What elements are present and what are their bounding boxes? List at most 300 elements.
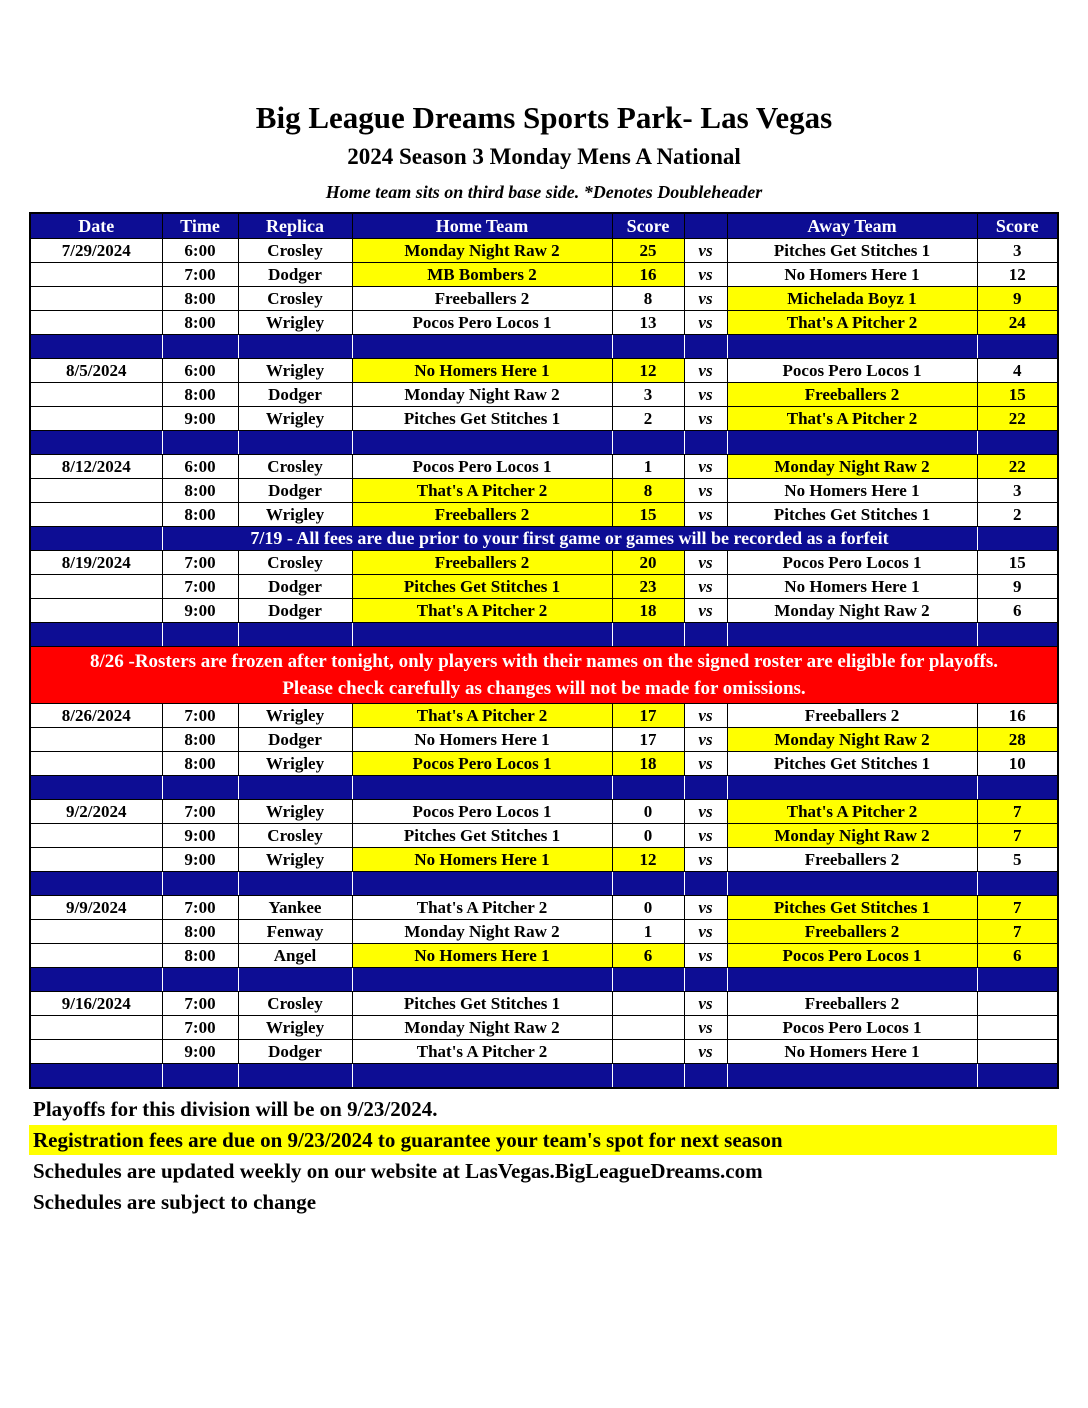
replica-cell: Crosley <box>238 551 352 575</box>
date-cell <box>30 599 162 623</box>
away-score-cell: 15 <box>977 383 1058 407</box>
separator-cell <box>977 776 1058 800</box>
time-cell: 7:00 <box>162 704 238 728</box>
date-cell <box>30 848 162 872</box>
separator-cell <box>30 776 162 800</box>
game-row <box>30 704 1058 728</box>
vs-cell: vs <box>684 311 727 335</box>
replica-cell: Wrigley <box>238 359 352 383</box>
home-team-cell: Freeballers 2 <box>352 503 612 527</box>
header-away-team: Away Team <box>727 213 977 239</box>
away-score-cell: 6 <box>977 599 1058 623</box>
date-cell <box>30 407 162 431</box>
away-team-cell: No Homers Here 1 <box>727 479 977 503</box>
home-score-cell: 13 <box>612 311 684 335</box>
separator-cell <box>238 776 352 800</box>
replica-cell: Angel <box>238 944 352 968</box>
home-score-cell: 1 <box>612 455 684 479</box>
home-score-cell: 15 <box>612 503 684 527</box>
date-cell <box>30 503 162 527</box>
away-score-cell: 6 <box>977 944 1058 968</box>
separator-cell <box>162 872 238 896</box>
footer-note-line: Schedules are updated weekly on our website at LasVegas.BigLeagueDreams.com <box>33 1159 763 1183</box>
replica-cell: Dodger <box>238 575 352 599</box>
notice-side-cell <box>977 527 1058 551</box>
home-team-cell: No Homers Here 1 <box>352 944 612 968</box>
separator-cell <box>162 335 238 359</box>
game-row <box>30 287 1058 311</box>
time-cell: 8:00 <box>162 728 238 752</box>
header-replica: Replica <box>238 213 352 239</box>
vs-cell: vs <box>684 239 727 263</box>
away-team-cell: Monday Night Raw 2 <box>727 455 977 479</box>
separator-cell <box>352 623 612 647</box>
replica-cell: Wrigley <box>238 503 352 527</box>
separator-cell <box>352 431 612 455</box>
home-team-cell: Monday Night Raw 2 <box>352 1016 612 1040</box>
page-title: Big League Dreams Sports Park- Las Vegas <box>255 100 833 135</box>
date-cell: 9/2/2024 <box>30 800 162 824</box>
vs-cell: vs <box>684 263 727 287</box>
header-row <box>30 213 1058 239</box>
game-row <box>30 575 1058 599</box>
game-row <box>30 752 1058 776</box>
separator-cell <box>977 623 1058 647</box>
separator-cell <box>684 1064 727 1089</box>
replica-cell: Dodger <box>238 383 352 407</box>
away-team-cell: Monday Night Raw 2 <box>727 824 977 848</box>
home-team-cell: That's A Pitcher 2 <box>352 1040 612 1064</box>
home-score-cell: 17 <box>612 704 684 728</box>
time-cell: 9:00 <box>162 599 238 623</box>
game-row <box>30 800 1058 824</box>
away-team-cell: Pitches Get Stitches 1 <box>727 752 977 776</box>
date-cell: 8/26/2024 <box>30 704 162 728</box>
away-team-cell: No Homers Here 1 <box>727 263 977 287</box>
replica-cell: Crosley <box>238 824 352 848</box>
separator-cell <box>727 1064 977 1089</box>
date-cell: 9/16/2024 <box>30 992 162 1016</box>
game-row <box>30 239 1058 263</box>
away-team-cell: Monday Night Raw 2 <box>727 599 977 623</box>
away-score-cell: 9 <box>977 575 1058 599</box>
home-team-cell: Pocos Pero Locos 1 <box>352 800 612 824</box>
separator-cell <box>612 431 684 455</box>
game-row <box>30 848 1058 872</box>
separator-cell <box>977 872 1058 896</box>
home-score-cell: 1 <box>612 920 684 944</box>
date-cell <box>30 920 162 944</box>
away-score-cell: 9 <box>977 287 1058 311</box>
vs-cell: vs <box>684 824 727 848</box>
replica-cell: Crosley <box>238 992 352 1016</box>
home-team-cell: Monday Night Raw 2 <box>352 239 612 263</box>
vs-cell: vs <box>684 359 727 383</box>
separator-cell <box>612 968 684 992</box>
header-date: Date <box>30 213 162 239</box>
separator-cell <box>30 623 162 647</box>
date-cell: 8/12/2024 <box>30 455 162 479</box>
time-cell: 6:00 <box>162 455 238 479</box>
home-team-cell: No Homers Here 1 <box>352 848 612 872</box>
away-team-cell: Pocos Pero Locos 1 <box>727 359 977 383</box>
game-row <box>30 455 1058 479</box>
away-team-cell: Freeballers 2 <box>727 383 977 407</box>
date-cell: 8/19/2024 <box>30 551 162 575</box>
date-cell <box>30 263 162 287</box>
vs-cell: vs <box>684 383 727 407</box>
time-cell: 7:00 <box>162 800 238 824</box>
separator-cell <box>30 968 162 992</box>
away-score-cell: 7 <box>977 800 1058 824</box>
home-score-cell <box>612 992 684 1016</box>
separator-cell <box>612 623 684 647</box>
away-team-cell: Pocos Pero Locos 1 <box>727 1016 977 1040</box>
home-team-cell: Pitches Get Stitches 1 <box>352 575 612 599</box>
replica-cell: Wrigley <box>238 407 352 431</box>
separator-cell <box>162 968 238 992</box>
away-score-cell: 7 <box>977 896 1058 920</box>
separator-cell <box>162 776 238 800</box>
separator-cell <box>977 1064 1058 1089</box>
home-team-cell: No Homers Here 1 <box>352 359 612 383</box>
time-cell: 7:00 <box>162 575 238 599</box>
date-cell: 7/29/2024 <box>30 239 162 263</box>
separator-cell <box>352 872 612 896</box>
away-score-cell: 16 <box>977 704 1058 728</box>
time-cell: 8:00 <box>162 944 238 968</box>
home-team-cell: That's A Pitcher 2 <box>352 479 612 503</box>
away-score-cell <box>977 1040 1058 1064</box>
game-row <box>30 311 1058 335</box>
vs-cell: vs <box>684 944 727 968</box>
home-score-cell <box>612 1016 684 1040</box>
time-cell: 9:00 <box>162 1040 238 1064</box>
home-score-cell: 0 <box>612 896 684 920</box>
home-team-cell: Monday Night Raw 2 <box>352 383 612 407</box>
separator-row <box>30 872 1058 896</box>
game-row <box>30 407 1058 431</box>
separator-cell <box>612 1064 684 1089</box>
game-row <box>30 1040 1058 1064</box>
vs-cell: vs <box>684 287 727 311</box>
home-score-cell: 3 <box>612 383 684 407</box>
header-home-team: Home Team <box>352 213 612 239</box>
home-team-cell: Pocos Pero Locos 1 <box>352 311 612 335</box>
time-cell: 9:00 <box>162 407 238 431</box>
home-team-cell: MB Bombers 2 <box>352 263 612 287</box>
time-cell: 8:00 <box>162 287 238 311</box>
separator-cell <box>30 431 162 455</box>
date-cell <box>30 479 162 503</box>
home-team-cell: Pocos Pero Locos 1 <box>352 455 612 479</box>
away-team-cell: Pocos Pero Locos 1 <box>727 551 977 575</box>
home-team-cell: Monday Night Raw 2 <box>352 920 612 944</box>
separator-cell <box>977 431 1058 455</box>
home-score-cell: 0 <box>612 800 684 824</box>
away-team-cell: Freeballers 2 <box>727 992 977 1016</box>
away-score-cell: 28 <box>977 728 1058 752</box>
game-row <box>30 479 1058 503</box>
replica-cell: Dodger <box>238 728 352 752</box>
replica-cell: Wrigley <box>238 752 352 776</box>
game-row <box>30 728 1058 752</box>
separator-cell <box>727 623 977 647</box>
time-cell: 8:00 <box>162 311 238 335</box>
separator-cell <box>352 776 612 800</box>
home-team-cell: Freeballers 2 <box>352 551 612 575</box>
vs-cell: vs <box>684 599 727 623</box>
separator-cell <box>684 872 727 896</box>
game-row <box>30 263 1058 287</box>
time-cell: 9:00 <box>162 848 238 872</box>
time-cell: 8:00 <box>162 503 238 527</box>
separator-cell <box>238 335 352 359</box>
header-home-score: Score <box>612 213 684 239</box>
separator-cell <box>162 431 238 455</box>
away-score-cell: 7 <box>977 920 1058 944</box>
separator-cell <box>727 335 977 359</box>
footer-notes <box>29 1094 1057 1217</box>
home-team-cell: Freeballers 2 <box>352 287 612 311</box>
away-team-cell: No Homers Here 1 <box>727 575 977 599</box>
home-team-note: Home team sits on third base side. *Denotes Doubleheader <box>325 182 763 202</box>
away-score-cell <box>977 1016 1058 1040</box>
away-team-cell: Freeballers 2 <box>727 920 977 944</box>
away-team-cell: That's A Pitcher 2 <box>727 311 977 335</box>
home-score-cell: 6 <box>612 944 684 968</box>
date-cell <box>30 383 162 407</box>
away-score-cell: 5 <box>977 848 1058 872</box>
game-row <box>30 944 1058 968</box>
away-team-cell: Michelada Boyz 1 <box>727 287 977 311</box>
separator-cell <box>30 335 162 359</box>
away-team-cell: No Homers Here 1 <box>727 1040 977 1064</box>
date-cell: 9/9/2024 <box>30 896 162 920</box>
separator-cell <box>684 623 727 647</box>
header-vs <box>684 213 727 239</box>
replica-cell: Crosley <box>238 287 352 311</box>
footer-note-line: Registration fees are due on 9/23/2024 to guarantee your team's spot for next season <box>29 1125 1057 1155</box>
footer-note-line: Playoffs for this division will be on 9/23/2024. <box>33 1097 438 1121</box>
home-score-cell: 8 <box>612 287 684 311</box>
away-score-cell: 15 <box>977 551 1058 575</box>
separator-cell <box>352 968 612 992</box>
away-score-cell: 12 <box>977 263 1058 287</box>
date-cell <box>30 575 162 599</box>
replica-cell: Wrigley <box>238 800 352 824</box>
vs-cell: vs <box>684 704 727 728</box>
home-team-cell: Pitches Get Stitches 1 <box>352 824 612 848</box>
separator-cell <box>352 1064 612 1089</box>
separator-cell <box>612 776 684 800</box>
game-row <box>30 383 1058 407</box>
replica-cell: Yankee <box>238 896 352 920</box>
replica-cell: Wrigley <box>238 848 352 872</box>
away-score-cell: 4 <box>977 359 1058 383</box>
away-team-cell: That's A Pitcher 2 <box>727 407 977 431</box>
separator-cell <box>727 431 977 455</box>
vs-cell: vs <box>684 575 727 599</box>
fees-notice-text: 7/19 - All fees are due prior to your first game or games will be recorded as a forfeit <box>162 527 977 551</box>
time-cell: 7:00 <box>162 263 238 287</box>
header-time: Time <box>162 213 238 239</box>
vs-cell: vs <box>684 896 727 920</box>
vs-cell: vs <box>684 992 727 1016</box>
separator-cell <box>162 623 238 647</box>
roster-freeze-notice <box>30 647 1058 704</box>
date-cell <box>30 944 162 968</box>
replica-cell: Dodger <box>238 1040 352 1064</box>
schedule-table <box>29 212 1059 1089</box>
page-subtitle: 2024 Season 3 Monday Mens A National <box>347 144 741 169</box>
date-cell: 8/5/2024 <box>30 359 162 383</box>
time-cell: 8:00 <box>162 383 238 407</box>
date-cell <box>30 1016 162 1040</box>
vs-cell: vs <box>684 551 727 575</box>
separator-cell <box>977 968 1058 992</box>
away-score-cell: 22 <box>977 455 1058 479</box>
separator-cell <box>30 1064 162 1089</box>
away-team-cell: Pitches Get Stitches 1 <box>727 503 977 527</box>
away-team-cell: Freeballers 2 <box>727 704 977 728</box>
home-score-cell: 18 <box>612 752 684 776</box>
date-cell <box>30 287 162 311</box>
separator-row <box>30 776 1058 800</box>
away-team-cell: Pitches Get Stitches 1 <box>727 896 977 920</box>
away-score-cell <box>977 992 1058 1016</box>
away-team-cell: Pocos Pero Locos 1 <box>727 944 977 968</box>
replica-cell: Dodger <box>238 599 352 623</box>
game-row <box>30 896 1058 920</box>
time-cell: 8:00 <box>162 479 238 503</box>
vs-cell: vs <box>684 407 727 431</box>
separator-cell <box>727 968 977 992</box>
separator-cell <box>238 623 352 647</box>
home-score-cell: 16 <box>612 263 684 287</box>
roster-freeze-notice-line: Please check carefully as changes will not be made for omissions. <box>282 678 806 699</box>
time-cell: 8:00 <box>162 752 238 776</box>
game-row <box>30 503 1058 527</box>
separator-cell <box>727 776 977 800</box>
away-score-cell: 2 <box>977 503 1058 527</box>
time-cell: 7:00 <box>162 992 238 1016</box>
separator-cell <box>612 872 684 896</box>
date-cell <box>30 1040 162 1064</box>
game-row <box>30 824 1058 848</box>
home-score-cell: 18 <box>612 599 684 623</box>
separator-row <box>30 1064 1058 1089</box>
replica-cell: Crosley <box>238 455 352 479</box>
replica-cell: Wrigley <box>238 311 352 335</box>
separator-cell <box>162 1064 238 1089</box>
replica-cell: Dodger <box>238 263 352 287</box>
game-row <box>30 359 1058 383</box>
vs-cell: vs <box>684 455 727 479</box>
away-score-cell: 10 <box>977 752 1058 776</box>
time-cell: 7:00 <box>162 551 238 575</box>
time-cell: 9:00 <box>162 824 238 848</box>
game-row <box>30 920 1058 944</box>
home-team-cell: No Homers Here 1 <box>352 728 612 752</box>
home-score-cell: 17 <box>612 728 684 752</box>
separator-cell <box>684 776 727 800</box>
separator-row <box>30 431 1058 455</box>
home-team-cell: That's A Pitcher 2 <box>352 896 612 920</box>
replica-cell: Dodger <box>238 479 352 503</box>
away-score-cell: 3 <box>977 239 1058 263</box>
home-score-cell: 20 <box>612 551 684 575</box>
separator-cell <box>727 872 977 896</box>
game-row <box>30 599 1058 623</box>
time-cell: 7:00 <box>162 1016 238 1040</box>
home-score-cell: 2 <box>612 407 684 431</box>
game-row <box>30 1016 1058 1040</box>
separator-cell <box>612 335 684 359</box>
home-score-cell: 25 <box>612 239 684 263</box>
home-score-cell: 23 <box>612 575 684 599</box>
vs-cell: vs <box>684 728 727 752</box>
away-score-cell: 3 <box>977 479 1058 503</box>
roster-freeze-notice-row <box>30 647 1058 704</box>
separator-cell <box>238 872 352 896</box>
date-cell <box>30 728 162 752</box>
vs-cell: vs <box>684 1016 727 1040</box>
separator-cell <box>238 1064 352 1089</box>
away-score-cell: 22 <box>977 407 1058 431</box>
separator-cell <box>977 335 1058 359</box>
away-score-cell: 7 <box>977 824 1058 848</box>
footer-note-line: Schedules are subject to change <box>33 1190 317 1214</box>
home-team-cell: That's A Pitcher 2 <box>352 599 612 623</box>
separator-cell <box>684 968 727 992</box>
vs-cell: vs <box>684 920 727 944</box>
time-cell: 8:00 <box>162 920 238 944</box>
separator-cell <box>684 335 727 359</box>
separator-row <box>30 623 1058 647</box>
home-team-cell: That's A Pitcher 2 <box>352 704 612 728</box>
home-score-cell: 12 <box>612 848 684 872</box>
replica-cell: Wrigley <box>238 704 352 728</box>
home-team-cell: Pocos Pero Locos 1 <box>352 752 612 776</box>
home-team-cell: Pitches Get Stitches 1 <box>352 992 612 1016</box>
separator-row <box>30 968 1058 992</box>
away-team-cell: That's A Pitcher 2 <box>727 800 977 824</box>
time-cell: 6:00 <box>162 239 238 263</box>
away-team-cell: Freeballers 2 <box>727 848 977 872</box>
date-cell <box>30 311 162 335</box>
away-team-cell: Pitches Get Stitches 1 <box>727 239 977 263</box>
vs-cell: vs <box>684 479 727 503</box>
replica-cell: Fenway <box>238 920 352 944</box>
game-row <box>30 551 1058 575</box>
vs-cell: vs <box>684 752 727 776</box>
home-team-cell: Pitches Get Stitches 1 <box>352 407 612 431</box>
game-row <box>30 992 1058 1016</box>
home-score-cell <box>612 1040 684 1064</box>
time-cell: 6:00 <box>162 359 238 383</box>
roster-freeze-notice-line: 8/26 -Rosters are frozen after tonight, only players with their names on the signed roster are eligible for playoffs. <box>89 651 999 672</box>
fees-notice-row <box>30 527 1058 551</box>
vs-cell: vs <box>684 1040 727 1064</box>
home-score-cell: 8 <box>612 479 684 503</box>
vs-cell: vs <box>684 848 727 872</box>
date-cell <box>30 752 162 776</box>
separator-cell <box>352 335 612 359</box>
time-cell: 7:00 <box>162 896 238 920</box>
header-away-score: Score <box>977 213 1058 239</box>
separator-cell <box>238 968 352 992</box>
